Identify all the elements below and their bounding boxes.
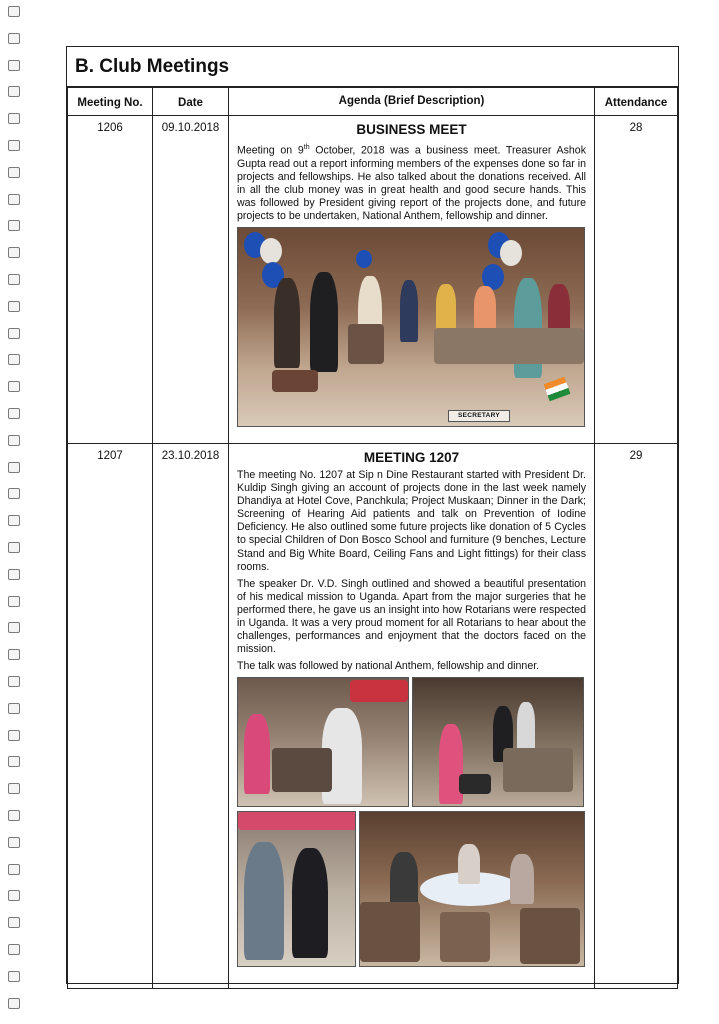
binder-ring — [8, 622, 20, 633]
person-figure — [458, 844, 480, 884]
flag-icon — [544, 377, 571, 401]
binder-ring — [8, 944, 20, 955]
binder-ring — [8, 837, 20, 848]
binder-ring — [8, 488, 20, 499]
meeting-photo-dinner — [359, 811, 585, 967]
meeting-no-cell: 1207 — [68, 444, 153, 989]
binder-rings — [8, 6, 22, 1018]
attendance-cell: 29 — [595, 444, 678, 989]
section-title: B. Club Meetings — [67, 47, 678, 87]
sofa — [434, 328, 584, 364]
table — [272, 370, 318, 392]
binder-ring — [8, 435, 20, 446]
meeting-photo-couple — [237, 811, 356, 967]
table-row — [68, 116, 678, 444]
binder-ring — [8, 247, 20, 258]
balloon-icon — [500, 240, 522, 266]
binder-ring — [8, 301, 20, 312]
binder-ring — [8, 515, 20, 526]
meeting-photo-hall — [412, 677, 584, 807]
agenda-paragraph: Meeting on 9th October, 2018 was a business meet. Treasurer Ashok Gupta read out a report informing members of the expenses done so far in projects and fellowships. He also talked about the donations received. All in all the club money was in great health and good secure hands. This was followed by President giving report of the projects done, and future projects to be undertaken, National Anthem, fellowship and dinner. — [237, 144, 586, 222]
binder-ring — [8, 33, 20, 44]
table-header-row — [68, 88, 678, 116]
balloon-icon — [260, 238, 282, 264]
meeting-no-cell: 1206 — [68, 116, 153, 444]
binder-ring — [8, 971, 20, 982]
meetings-table — [67, 87, 678, 989]
club-meetings-section — [66, 46, 679, 984]
binder-ring — [8, 167, 20, 178]
person-figure — [510, 854, 534, 904]
binder-ring — [8, 60, 20, 71]
agenda-paragraph: The speaker Dr. V.D. Singh outlined and showed a beautiful presentation of his medical mission to Uganda. Apart from the major surgeries that he performed there, he gave us an insight into how Rotarians were respected in Uganda. It was a very proud moment for all Rotarians to hear about the challenges, performances and enjoyment that the doctors faced on the mission. — [237, 577, 586, 656]
chair — [360, 902, 420, 962]
chair — [520, 908, 580, 964]
binder-ring — [8, 569, 20, 580]
person-figure — [244, 842, 284, 960]
person-figure — [474, 286, 496, 334]
binder-ring — [8, 864, 20, 875]
header-attendance: Attendance — [595, 88, 678, 116]
binder-ring — [8, 649, 20, 660]
agenda-heading: BUSINESS MEET — [356, 122, 467, 137]
header-meeting-no: Meeting No. — [68, 88, 153, 116]
binder-ring — [8, 703, 20, 714]
binder-ring — [8, 6, 20, 17]
binder-ring — [8, 381, 20, 392]
photo-row-top — [237, 677, 586, 807]
chair — [440, 912, 490, 962]
binder-ring — [8, 113, 20, 124]
date-cell: 23.10.2018 — [153, 444, 229, 989]
binder-ring — [8, 194, 20, 205]
meeting-photo-speaker — [237, 677, 409, 807]
binder-ring — [8, 783, 20, 794]
person-figure — [400, 280, 418, 342]
photo-row-bottom — [237, 811, 586, 967]
binder-ring — [8, 354, 20, 365]
bag — [459, 774, 491, 794]
banner — [238, 812, 356, 830]
person-figure — [274, 278, 300, 368]
binder-ring — [8, 140, 20, 151]
binder-ring — [8, 408, 20, 419]
agenda-paragraph: The talk was followed by national Anthem, fellowship and dinner. — [237, 660, 540, 673]
binder-ring — [8, 890, 20, 901]
person-figure — [517, 702, 535, 752]
agenda-paragraph: The meeting No. 1207 at Sip n Dine Restaurant started with President Dr. Kuldip Singh giving an account of projects done in the last week namely Dhandiya at Hotel Cove, Panchkula; Project Muskaan; Dinner in the Dark; Screening of Hearing Aid patients and talk on Prevention of Iodine Deficiency. He also outlined some future projects like donation of 5 Cycles to special Children of Don Bosco School and furniture (9 benches, Lecture Stand and Big White Board, Ceiling Fans and Light fittings) for their class rooms. — [237, 469, 586, 573]
person-figure — [436, 284, 456, 334]
person-figure — [292, 848, 328, 958]
binder-ring — [8, 810, 20, 821]
table-row — [68, 444, 678, 989]
binder-ring — [8, 730, 20, 741]
binder-ring — [8, 328, 20, 339]
chair — [503, 748, 573, 792]
binder-ring — [8, 274, 20, 285]
binder-ring — [8, 998, 20, 1009]
binder-ring — [8, 917, 20, 928]
date-cell: 09.10.2018 — [153, 116, 229, 444]
binder-ring — [8, 756, 20, 767]
binder-ring — [8, 220, 20, 231]
agenda-cell — [229, 444, 595, 989]
binder-ring — [8, 462, 20, 473]
binder-ring — [8, 676, 20, 687]
binder-ring — [8, 596, 20, 607]
agenda-cell — [229, 116, 595, 444]
agenda-heading: MEETING 1207 — [363, 450, 460, 465]
binder-ring — [8, 86, 20, 97]
banner — [350, 680, 408, 702]
binder-ring — [8, 542, 20, 553]
secretary-sign: SECRETARY — [448, 410, 510, 422]
business-meet-photo — [237, 227, 585, 427]
header-date: Date — [153, 88, 229, 116]
balloon-icon — [356, 250, 372, 268]
attendance-cell: 28 — [595, 116, 678, 444]
header-agenda: Agenda (Brief Description) — [229, 88, 595, 116]
person-figure — [244, 714, 270, 794]
person-figure — [310, 272, 338, 372]
chair — [348, 324, 384, 364]
table — [272, 748, 332, 792]
